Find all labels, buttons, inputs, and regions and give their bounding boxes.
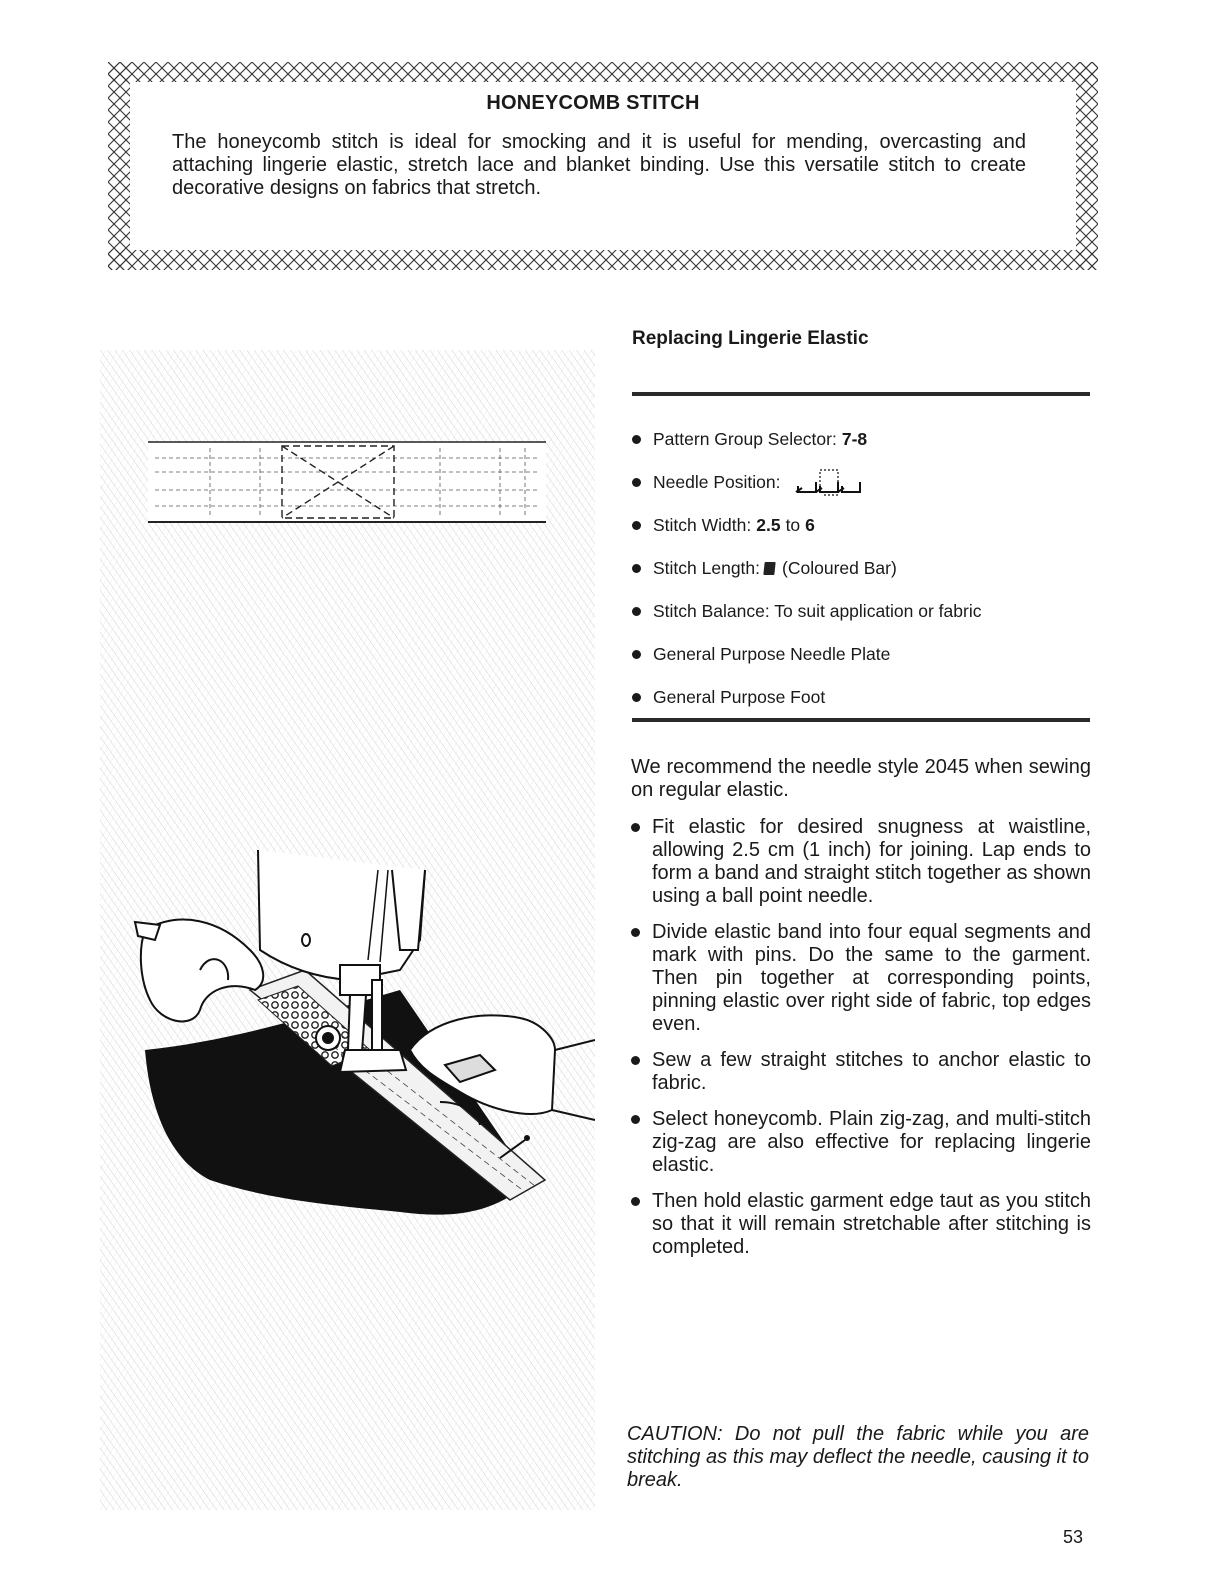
bullet-icon [632, 564, 641, 573]
needle-recommendation: We recommend the needle style 2045 when sewing on regular elastic. [631, 756, 1091, 801]
setting-stitch-balance: Stitch Balance: To suit application or fabric [632, 590, 1092, 633]
page-number: 53 [1063, 1527, 1084, 1547]
settings-list [632, 418, 1092, 719]
bullet-icon [631, 823, 640, 832]
bullet-icon [631, 1056, 640, 1065]
needle-position-icon [794, 464, 864, 496]
bullet-icon [632, 435, 641, 444]
bullet-icon [632, 607, 641, 616]
bullet-icon [632, 650, 641, 659]
sewing-illustration [100, 350, 595, 1510]
list-item: Sew a few straight stitches to anchor elastic to fabric. [631, 1049, 1091, 1095]
list-item: Fit elastic for desired snugness at waistline, allowing 2.5 cm (1 inch) for joining. Lap ends to form a band and straight stitch together as shown using a ball point needle. [631, 816, 1091, 908]
list-item: Select honeycomb. Plain zig-zag, and multi-stitch zig-zag are also effective for replacing lingerie elastic. [631, 1108, 1091, 1177]
setting-stitch-width: Stitch Width: 2.5 to 6 [632, 504, 1092, 547]
instructions [631, 756, 1091, 1272]
page-title: HONEYCOMB STITCH [486, 92, 700, 114]
bullet-icon [632, 521, 641, 530]
caution-note: CAUTION: Do not pull the fabric while you are stitching as this may deflect the needle, causing it to break. [627, 1423, 1089, 1491]
intro-paragraph: The honeycomb stitch is ideal for smocking and it is useful for mending, overcasting and attaching lingerie elastic, stretch lace and blanket binding. Use this versatile stitch to create decorative designs on fabrics that stretch. [172, 131, 1026, 199]
bullet-icon [632, 478, 641, 487]
list-item: Then hold elastic garment edge taut as you stitch so that it will remain stretchable after stitching is completed. [631, 1190, 1091, 1259]
list-item: Divide elastic band into four equal segments and mark with pins. Do the same to the garment. Then pin together at corresponding points, pinning elastic over right side of fabric, top edges even. [631, 921, 1091, 1036]
setting-pattern-group: Pattern Group Selector: 7-8 [632, 418, 1092, 461]
coloured-bar-icon [763, 562, 775, 575]
setting-foot: General Purpose Foot [632, 676, 1092, 719]
bullet-icon [631, 1197, 640, 1206]
section-heading: Replacing Lingerie Elastic [632, 328, 869, 349]
divider-rule [632, 392, 1090, 396]
setting-needle-position: Needle Position: [632, 461, 1092, 504]
setting-needle-plate: General Purpose Needle Plate [632, 633, 1092, 676]
divider-rule [632, 718, 1090, 722]
bullet-icon [631, 1115, 640, 1124]
bullet-icon [631, 928, 640, 937]
bullet-icon [632, 693, 641, 702]
title-box [108, 62, 1098, 270]
stitch-sample-diagram [148, 442, 546, 522]
setting-stitch-length: Stitch Length: (Coloured Bar) [632, 547, 1092, 590]
